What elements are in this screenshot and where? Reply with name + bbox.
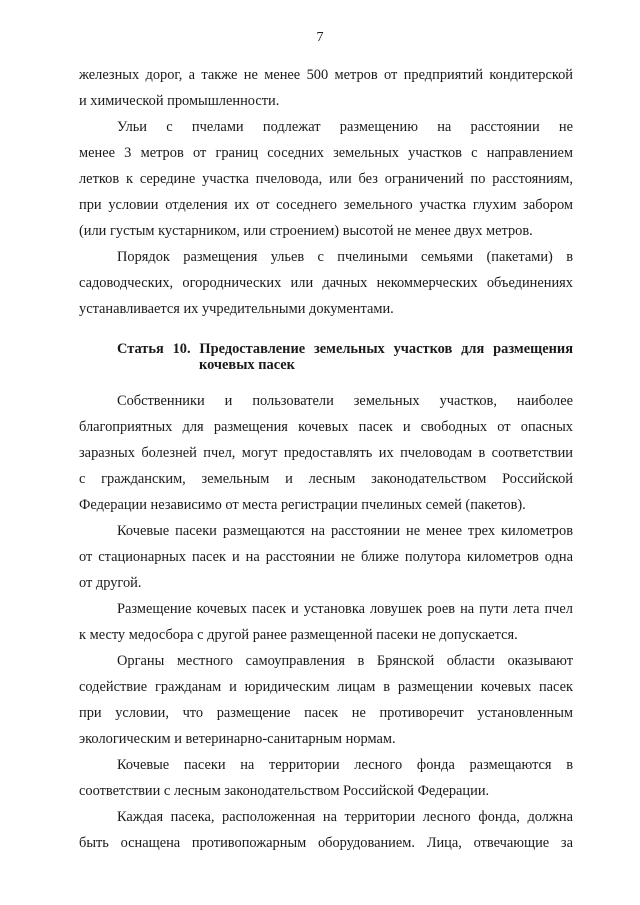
text-line: Федерации независимо от места регистрации пчелиных семей (пакетов). (79, 497, 526, 513)
page-number: 7 (316, 30, 324, 45)
text-line: содействие гражданам и юридическим лицам в размещении кочевых пасек (79, 679, 573, 695)
text-line: заразных болезней пчел, могут предоставлять их пчеловодам в соответствии (79, 445, 573, 461)
text-line: с гражданским, земельным и лесным законодательством Российской (79, 471, 573, 487)
text-line: соответствии с лесным законодательством Российской Федерации. (79, 783, 490, 799)
text-line: экологическим и ветеринарно-санитарным нормам. (79, 731, 396, 747)
text-line: благоприятных для размещения кочевых пасек и свободных от опасных (79, 419, 573, 435)
text-line: Каждая пасека, расположенная на территории лесного фонда, должна (117, 809, 573, 825)
text-line: Органы местного самоуправления в Брянской области оказывают (117, 653, 573, 669)
text-line: при условии отделения их от соседнего земельного участка глухим забором (79, 197, 573, 213)
text-line: от другой. (79, 575, 142, 591)
text-line: Кочевые пасеки на территории лесного фонда размещаются в (117, 757, 573, 773)
text-line: Ульи с пчелами подлежат размещению на расстоянии не (117, 119, 573, 135)
text-line: садоводческих, огороднических или дачных некоммерческих объединениях (79, 275, 573, 291)
text-line: и химической промышленности. (79, 93, 280, 109)
article-heading-continuation: кочевых пасек (199, 357, 295, 373)
text-line: летков к середине участка пчеловода, или без ограничений по расстояниям, (79, 171, 573, 187)
text-line: Кочевые пасеки размещаются на расстоянии не менее трех километров (117, 523, 573, 539)
text-line: Размещение кочевых пасек и установка ловушек роев на пути лета пчел (117, 601, 573, 617)
text-line: менее 3 метров от границ соседних земельных участков с направлением (79, 145, 573, 161)
article-heading: Статья 10. Предоставление земельных участков для размещения (117, 341, 573, 357)
text-line: быть оснащена противопожарным оборудованием. Лица, отвечающие за (79, 835, 573, 851)
text-line: от стационарных пасек и на расстоянии не ближе полутора километров одна (79, 549, 573, 565)
text-line: Порядок размещения ульев с пчелиными семьями (пакетами) в (117, 249, 573, 265)
text-line: при условии, что размещение пасек не противоречит установленным (79, 705, 573, 721)
text-line: железных дорог, а также не менее 500 метров от предприятий кондитерской (79, 67, 573, 83)
text-line: устанавливается их учредительными документами. (79, 301, 394, 317)
text-line: Собственники и пользователи земельных участков, наиболее (117, 393, 573, 409)
text-line: (или густым кустарником, или строением) высотой не менее двух метров. (79, 223, 533, 239)
text-line: к месту медосбора с другой ранее размещенной пасеки не допускается. (79, 627, 518, 643)
